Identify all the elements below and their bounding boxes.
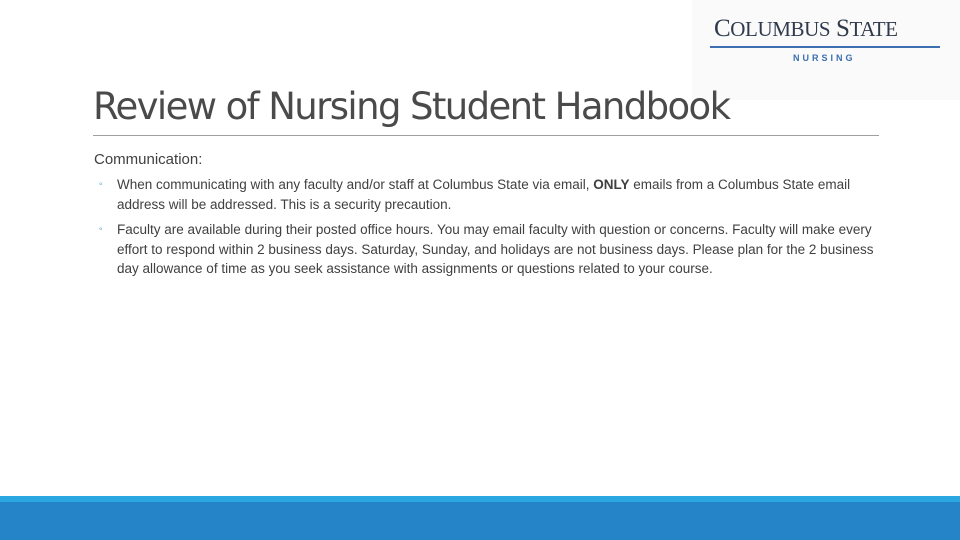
bullet-circle-icon: ◦ bbox=[99, 224, 103, 235]
logo-divider bbox=[710, 46, 940, 48]
logo-initial-s: S bbox=[836, 15, 850, 42]
bullet-list bbox=[99, 175, 889, 285]
slide-title: Review of Nursing Student Handbook bbox=[93, 85, 730, 128]
bullet-item-office-hours bbox=[99, 220, 889, 279]
bullet-circle-icon: ◦ bbox=[99, 179, 103, 190]
logo-initial-c: C bbox=[714, 15, 731, 42]
bullet-text-part2: emails from a Columbus State email address will be addressed. This is a security precaution. bbox=[117, 177, 851, 212]
bullet-text-part1: When communicating with any faculty and/or staff at Columbus State via email, bbox=[117, 177, 594, 192]
title-underline bbox=[93, 135, 879, 136]
logo-word-columbus: OLUMBUS bbox=[730, 17, 831, 41]
section-heading: Communication: bbox=[94, 151, 203, 168]
columbus-state-logo bbox=[714, 14, 936, 44]
bullet-text: Faculty are available during their posted office hours. You may email faculty with question or concerns. Faculty will make every effort to respond within 2 business days. Saturday, Sunday, and holidays are not business days. Please plan for the 2 business day allowance of time as you seek assistance with assignments or questions related to your course. bbox=[117, 222, 874, 276]
bullet-item-email-policy bbox=[99, 175, 889, 214]
footer-bar bbox=[0, 502, 960, 540]
logo-word-state: TATE bbox=[849, 17, 898, 41]
logo-subtitle: NURSING bbox=[793, 53, 856, 63]
bullet-emphasis: ONLY bbox=[593, 177, 630, 192]
